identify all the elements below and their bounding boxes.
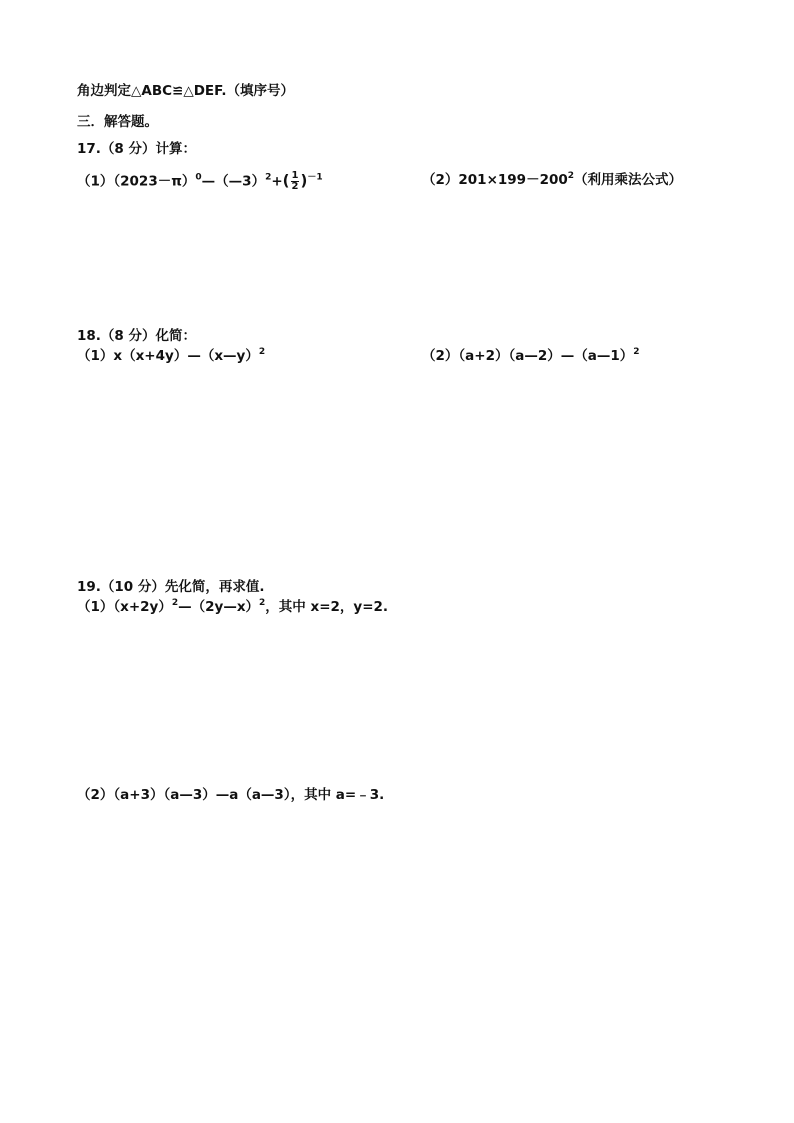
question-18-part-1	[77, 347, 265, 365]
question-17-part-2	[422, 171, 682, 189]
q17-part1-prefix: （1）（2023－π）	[77, 173, 196, 190]
q19-part1-exponent-2: 2	[259, 598, 266, 608]
q18-part2-text: （2）（a+2）（a—2）—（a—1）	[422, 348, 634, 364]
q17-part1-exponent-neg-one: －1	[307, 172, 323, 183]
q19-part1-c: ，其中 x=2，y=2.	[265, 599, 389, 615]
q17-part1-exponent-two: 2	[265, 172, 272, 183]
question-18-header: 18.（8 分）化简：	[77, 328, 197, 344]
question-18-part-2	[422, 347, 639, 365]
q17-part1-plus: +	[271, 173, 283, 190]
q19-part1-exponent-1: 2	[171, 598, 179, 608]
fraction-denominator: 2	[291, 181, 299, 192]
question-19-header: 19.（10 分）先化简，再求值.	[77, 579, 265, 595]
q19-part1-a: （1）（x+2y）	[77, 599, 172, 615]
question-17-part-1	[77, 171, 323, 192]
section-heading: 三．解答题。	[77, 114, 158, 130]
q17-part1-fraction	[291, 171, 300, 192]
question-19-part-2: （2）（a+3）（a—3）—a（a—3），其中 a=﹣3.	[77, 787, 385, 803]
fraction-numerator: 1	[291, 170, 299, 181]
q17-part2-suffix: （利用乘法公式）	[574, 172, 683, 188]
q17-part1-paren-open: (	[282, 171, 290, 190]
q18-part1-exponent: 2	[258, 347, 266, 357]
q18-part1-text: （1）x（x+4y）—（x—y）	[77, 348, 259, 364]
q17-part2-text: （2）201×199－200	[422, 172, 568, 188]
question-19-part-1	[77, 598, 388, 616]
q17-part1-paren-close: )	[300, 171, 308, 190]
q18-part2-exponent: 2	[633, 347, 640, 357]
q17-part1-exponent-zero: 0	[195, 172, 202, 183]
q19-part1-b: —（2y—x）	[178, 599, 260, 615]
top-line-text: 角边判定△ABC≌△DEF.（填序号）	[77, 83, 295, 99]
q17-part2-exponent: 2	[567, 171, 575, 181]
question-17-header: 17.（8 分）计算：	[77, 141, 197, 157]
q17-part1-middle: —（—3）	[201, 173, 266, 190]
